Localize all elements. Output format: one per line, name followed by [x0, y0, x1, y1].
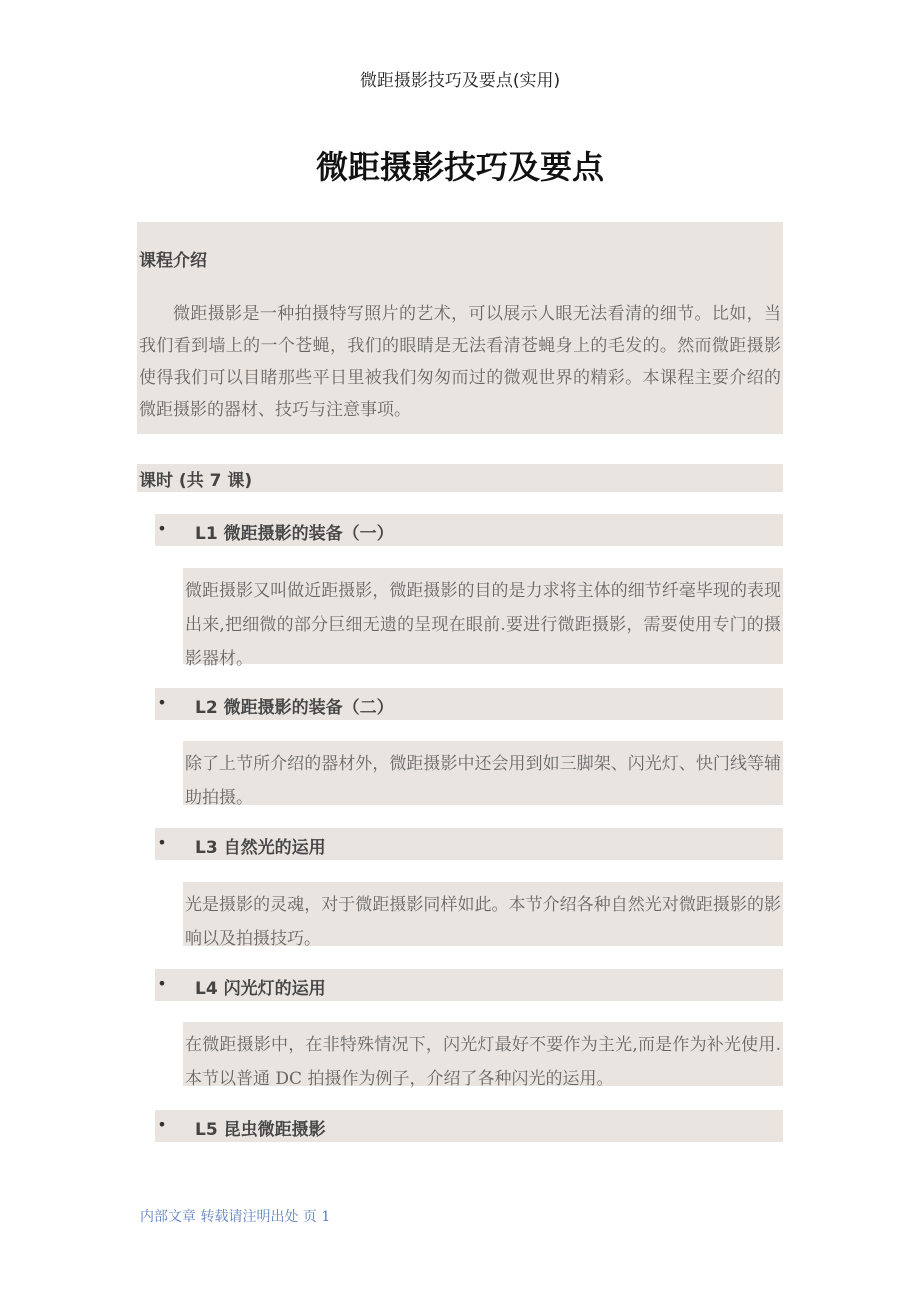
- lesson-item: [155, 514, 783, 546]
- lesson-item: [155, 1110, 783, 1142]
- page-footer: 内部文章 转载请注明出处 页 1: [140, 1209, 331, 1225]
- lesson-item: [155, 688, 783, 720]
- lessons-section-header: [137, 464, 783, 492]
- bullet: •: [157, 833, 167, 852]
- running-header: 微距摄影技巧及要点(实用): [359, 71, 561, 91]
- lesson-title: L1 微距摄影的装备（一）: [195, 524, 394, 544]
- bullet: •: [157, 519, 167, 538]
- lesson-title: L5 昆虫微距摄影: [195, 1120, 326, 1140]
- intro-section: [137, 222, 783, 434]
- bullet: •: [157, 974, 167, 993]
- intro-text: 微距摄影是一种拍摄特写照片的艺术，可以展示人眼无法看清的细节。比如，当我们看到墙上的一个苍蝇，我们的眼睛是无法看清苍蝇身上的毛发的。然而微距摄影使得我们可以目睹那些平日里被我们匆匆而过的微观世界的精彩。本课程主要介绍的微距摄影的器材、技巧与注意事项。: [139, 304, 781, 420]
- lesson-description: 微距摄影又叫做近距摄影，微距摄影的目的是力求将主体的细节纤毫毕现的表现出来,把细微的部分巨细无遗的呈现在眼前.要进行微距摄影，需要使用专门的摄影器材。: [183, 568, 783, 664]
- lesson-description: 在微距摄影中，在非特殊情况下，闪光灯最好不要作为主光,而是作为补光使用.本节以普通 DC 拍摄作为例子，介绍了各种闪光的运用。: [183, 1022, 783, 1086]
- lesson-description: 除了上节所介绍的器材外，微距摄影中还会用到如三脚架、闪光灯、快门线等辅助拍摄。: [183, 741, 783, 805]
- lesson-item: [155, 969, 783, 1001]
- lesson-title: L2 微距摄影的装备（二）: [195, 698, 394, 718]
- lesson-description: 光是摄影的灵魂，对于微距摄影同样如此。本节介绍各种自然光对微距摄影的影响以及拍摄技巧。: [183, 882, 783, 946]
- lesson-title: L4 闪光灯的运用: [195, 979, 326, 999]
- bullet: •: [157, 1115, 167, 1134]
- document-title: 微距摄影技巧及要点: [315, 148, 604, 186]
- intro-heading: 课程介绍: [139, 251, 207, 271]
- lesson-item: [155, 828, 783, 860]
- lesson-title: L3 自然光的运用: [195, 838, 326, 858]
- bullet: •: [157, 693, 167, 712]
- lessons-heading: 课时 (共 7 课): [139, 471, 253, 491]
